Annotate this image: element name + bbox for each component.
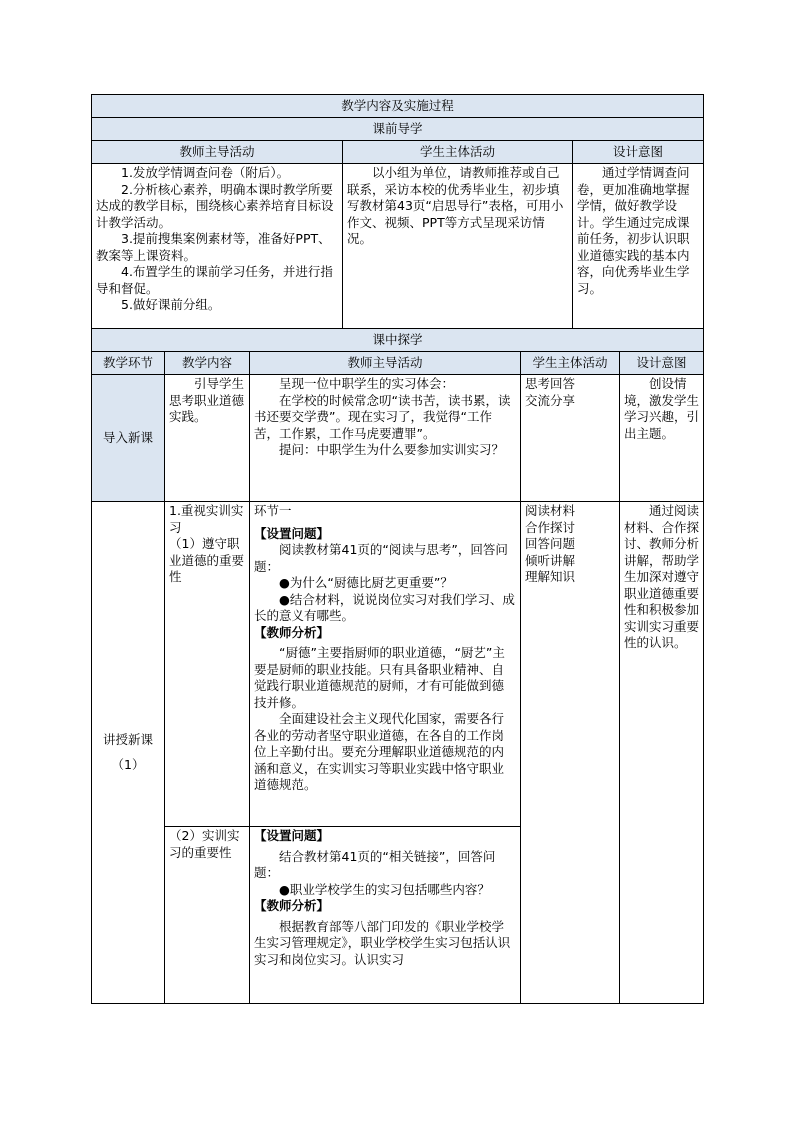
lecture-content2: （2）实训实习的重要性 [169, 828, 240, 860]
table-title: 教学内容及实施过程 [92, 95, 704, 118]
intro-content: 引导学生思考职业道德实践。 [169, 376, 245, 424]
in-class-heading: 课中探学 [92, 329, 704, 352]
pre-teacher-item: 4.布置学生的课前学习任务，并进行指导和督促。 [96, 264, 333, 296]
lecture-teacher2-cell [250, 827, 521, 1004]
intro-teacher-line: 在学校的时候常念叨“读书苦，读书累，读书还要交学费”。现在实习了，我觉得“工作苦，工作累，工作马虎要遭罪”。 [254, 392, 511, 441]
pre-col-student: 学生主体活动 [343, 141, 573, 164]
lecture2-q-label: 【设置问题】 [254, 828, 330, 843]
lecture-intent: 通过阅读材料、合作探讨、教师分析讲解，帮助学生加深对遵守职业道德重要性和积极参加实训实习重要性的认识。 [624, 503, 700, 650]
pre-class-heading: 课前导学 [92, 118, 704, 141]
pre-teacher-cell [92, 164, 343, 329]
lecture2-a1: 根据教育部等八部门印发的《职业学校学生实习管理规定》，职业学校学生实习包括认识实习和岗位实习。认识实习 [254, 918, 511, 967]
col-teacher: 教师主导活动 [250, 352, 521, 375]
lecture-stage-sub: （1） [111, 756, 145, 772]
pre-intent-text: 通过学情调查问卷，更加准确地掌握学情，做好教学设计。学生通过完成课前任务，初步认识职业道德实践的基本内容，向优秀毕业生学习。 [577, 165, 690, 296]
pre-student-text: 以小组为单位，请教师推荐或自己联系，采访本校的优秀毕业生，初步填写教材第43页“启思导行”表格，可用小作文、视频、PPT等方式呈现采访情况。 [347, 165, 564, 246]
col-content: 教学内容 [165, 352, 250, 375]
lecture-content2-cell [165, 827, 250, 1004]
col-intent: 设计意图 [620, 352, 704, 375]
intro-teacher-cell [250, 375, 521, 502]
pre-teacher-item: 5.做好课前分组。 [121, 297, 221, 312]
lecture-content1-cell [165, 502, 250, 827]
pre-student-cell [343, 164, 573, 329]
lecture-q2: ●结合材料，说说岗位实习对我们学习、成长的意义有哪些。 [254, 591, 515, 623]
pre-teacher-item: 1.发放学情调查问卷（附后）。 [121, 165, 290, 180]
lecture-step: 环节一 [254, 503, 292, 518]
lecture2-q1: ●职业学校学生的实习包括哪些内容？ [279, 881, 490, 897]
lecture-q1: ●为什么“厨德比厨艺更重要”？ [279, 575, 453, 590]
lecture-a-label: 【教师分析】 [254, 624, 330, 640]
lecture-content1-sub: （1）遵守职业道德的重要性 [169, 536, 245, 584]
col-student: 学生主体活动 [521, 352, 620, 375]
lecture-student: 阅读材料 合作探讨 回答问题 倾听讲解 理解知识 [525, 503, 576, 584]
intro-teacher-line: 呈现一位中职学生的实习体会： [279, 376, 455, 391]
lecture-stage: 讲授新课 [102, 732, 153, 747]
intro-intent-cell [620, 375, 704, 502]
intro-content-cell [165, 375, 250, 502]
lecture-student-cell [521, 502, 620, 1004]
intro-stage: 导入新课 [92, 375, 165, 502]
lesson-plan-table [91, 94, 704, 1004]
lecture-a2: 全面建设社会主义现代化国家，需要各行各业的劳动者坚守职业道德，在各自的工作岗位上辛勤付出。要充分理解职业道德规范的内涵和意义，在实训实习等职业实践中恪守职业道德规范。 [254, 711, 505, 792]
lecture-q-intro: 阅读教材第41页的“阅读与思考”，回答问题： [254, 542, 508, 574]
lecture-content1: 1.重视实训实习 [169, 503, 244, 535]
lecture-intent-cell [620, 502, 704, 1004]
pre-intent-cell [573, 164, 704, 329]
pre-teacher-item: 3.提前搜集案例素材等，准备好PPT、教案等上课资料。 [96, 231, 331, 263]
pre-col-teacher: 教师主导活动 [92, 141, 343, 164]
lecture-stage-cell [92, 502, 165, 1004]
lecture2-q-intro: 结合教材第41页的“相关链接”，回答问题： [254, 848, 496, 880]
lecture-q-label: 【设置问题】 [254, 525, 330, 541]
pre-teacher-item: 2.分析核心素养，明确本课时教学所要达成的教学目标，围绕核心素养培育目标设计教学活动。 [96, 181, 334, 230]
col-stage: 教学环节 [92, 352, 165, 375]
lecture-teacher1-cell [250, 502, 521, 827]
intro-student: 思考回答 交流分享 [525, 376, 576, 408]
intro-teacher-line: 提问：中职学生为什么要参加实训实习？ [279, 442, 505, 457]
pre-col-intent: 设计意图 [573, 141, 704, 164]
lecture-a1: “厨德”主要指厨师的职业道德，“厨艺”主要是厨师的职业技能。只有具备职业精神、自觉践行职业道德规范的厨师，才有可能做到德技并修。 [254, 645, 505, 710]
intro-intent: 创设情境，激发学生学习兴趣，引出主题。 [624, 376, 700, 441]
lecture2-a-label: 【教师分析】 [254, 898, 330, 913]
lesson-plan-page [91, 94, 703, 1004]
intro-student-cell [521, 375, 620, 502]
